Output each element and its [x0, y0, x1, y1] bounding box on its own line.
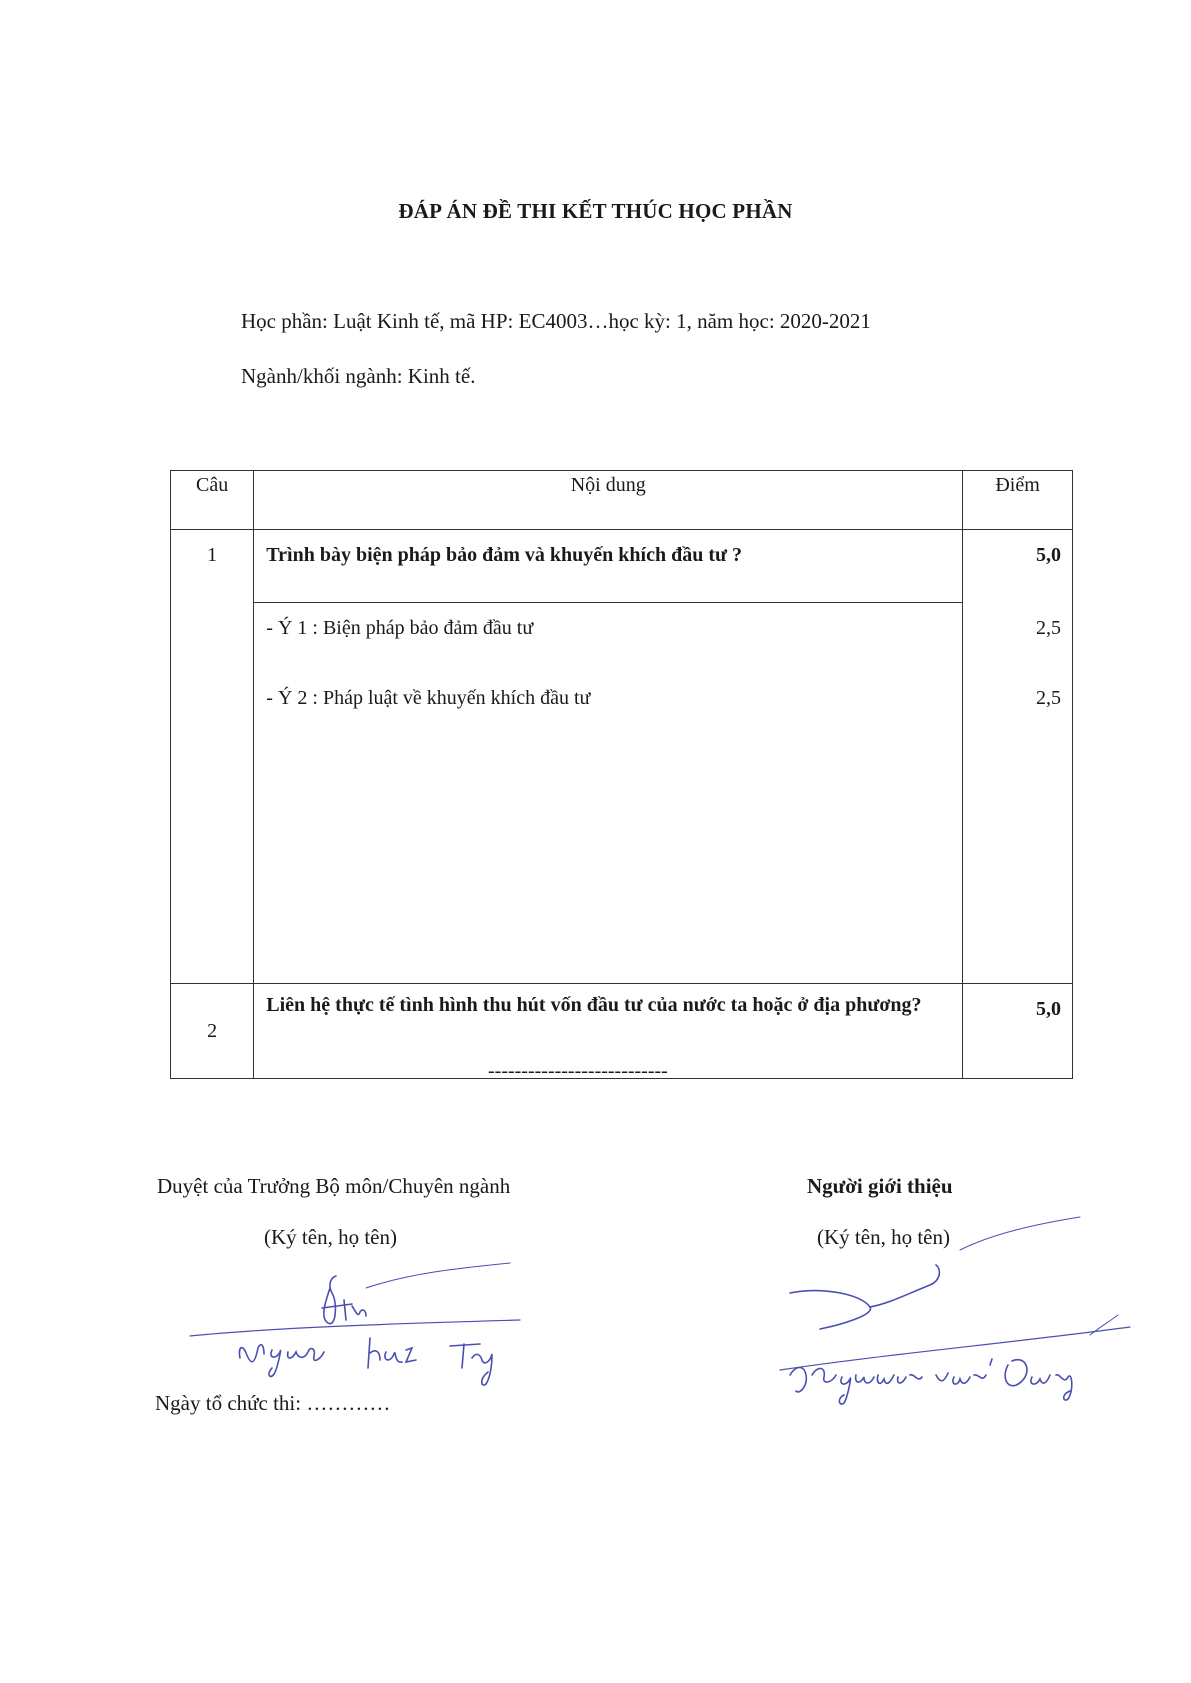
- answer-item-score: 2,5: [963, 603, 1073, 674]
- table-row: [171, 743, 1073, 984]
- presenter-signature: [760, 1215, 1140, 1405]
- answer-table: [170, 470, 1073, 1079]
- empty-cell: [963, 743, 1073, 984]
- table-row: [171, 603, 1073, 674]
- exam-date: Ngày tổ chức thi: …………: [155, 1391, 391, 1415]
- question-text: Trình bày biện pháp bảo đảm và khuyến khích đầu tư ?: [254, 530, 963, 603]
- presenter-note: (Ký tên, họ tên): [817, 1225, 950, 1249]
- answer-item: - Ý 1 : Biện pháp bảo đảm đầu tư: [254, 603, 963, 674]
- answer-item-score: 2,5: [963, 673, 1073, 743]
- empty-cell: [254, 743, 963, 984]
- approver-role: Duyệt của Trưởng Bộ môn/Chuyên ngành: [157, 1174, 511, 1198]
- question-score: 5,0: [963, 984, 1073, 1079]
- table-header-row: [171, 471, 1073, 530]
- major-info: Ngành/khối ngành: Kinh tế.: [241, 364, 476, 388]
- header-score: Điểm: [963, 471, 1073, 530]
- question-number: 2: [171, 984, 254, 1079]
- presenter-role: Người giới thiệu: [807, 1174, 953, 1198]
- table-row: [171, 530, 1073, 603]
- table-row: [171, 673, 1073, 743]
- header-content: Nội dung: [254, 471, 963, 530]
- question-score: 5,0: [963, 530, 1073, 603]
- course-info: Học phần: Luật Kinh tế, mã HP: EC4003…học kỳ: 1, năm học: 2020-2021: [241, 309, 871, 333]
- approver-signature: [180, 1248, 540, 1398]
- answer-item: - Ý 2 : Pháp luật về khuyến khích đầu tư: [254, 673, 963, 743]
- question-text: Liên hệ thực tế tình hình thu hút vốn đầu tư của nước ta hoặc ở địa phương?: [254, 984, 963, 1079]
- approver-note: (Ký tên, họ tên): [264, 1225, 397, 1249]
- header-question: Câu: [171, 471, 254, 530]
- question-number: 1: [171, 530, 254, 984]
- divider-line: ---------------------------: [488, 1060, 668, 1082]
- document-title: ĐÁP ÁN ĐỀ THI KẾT THÚC HỌC PHẦN: [398, 199, 793, 223]
